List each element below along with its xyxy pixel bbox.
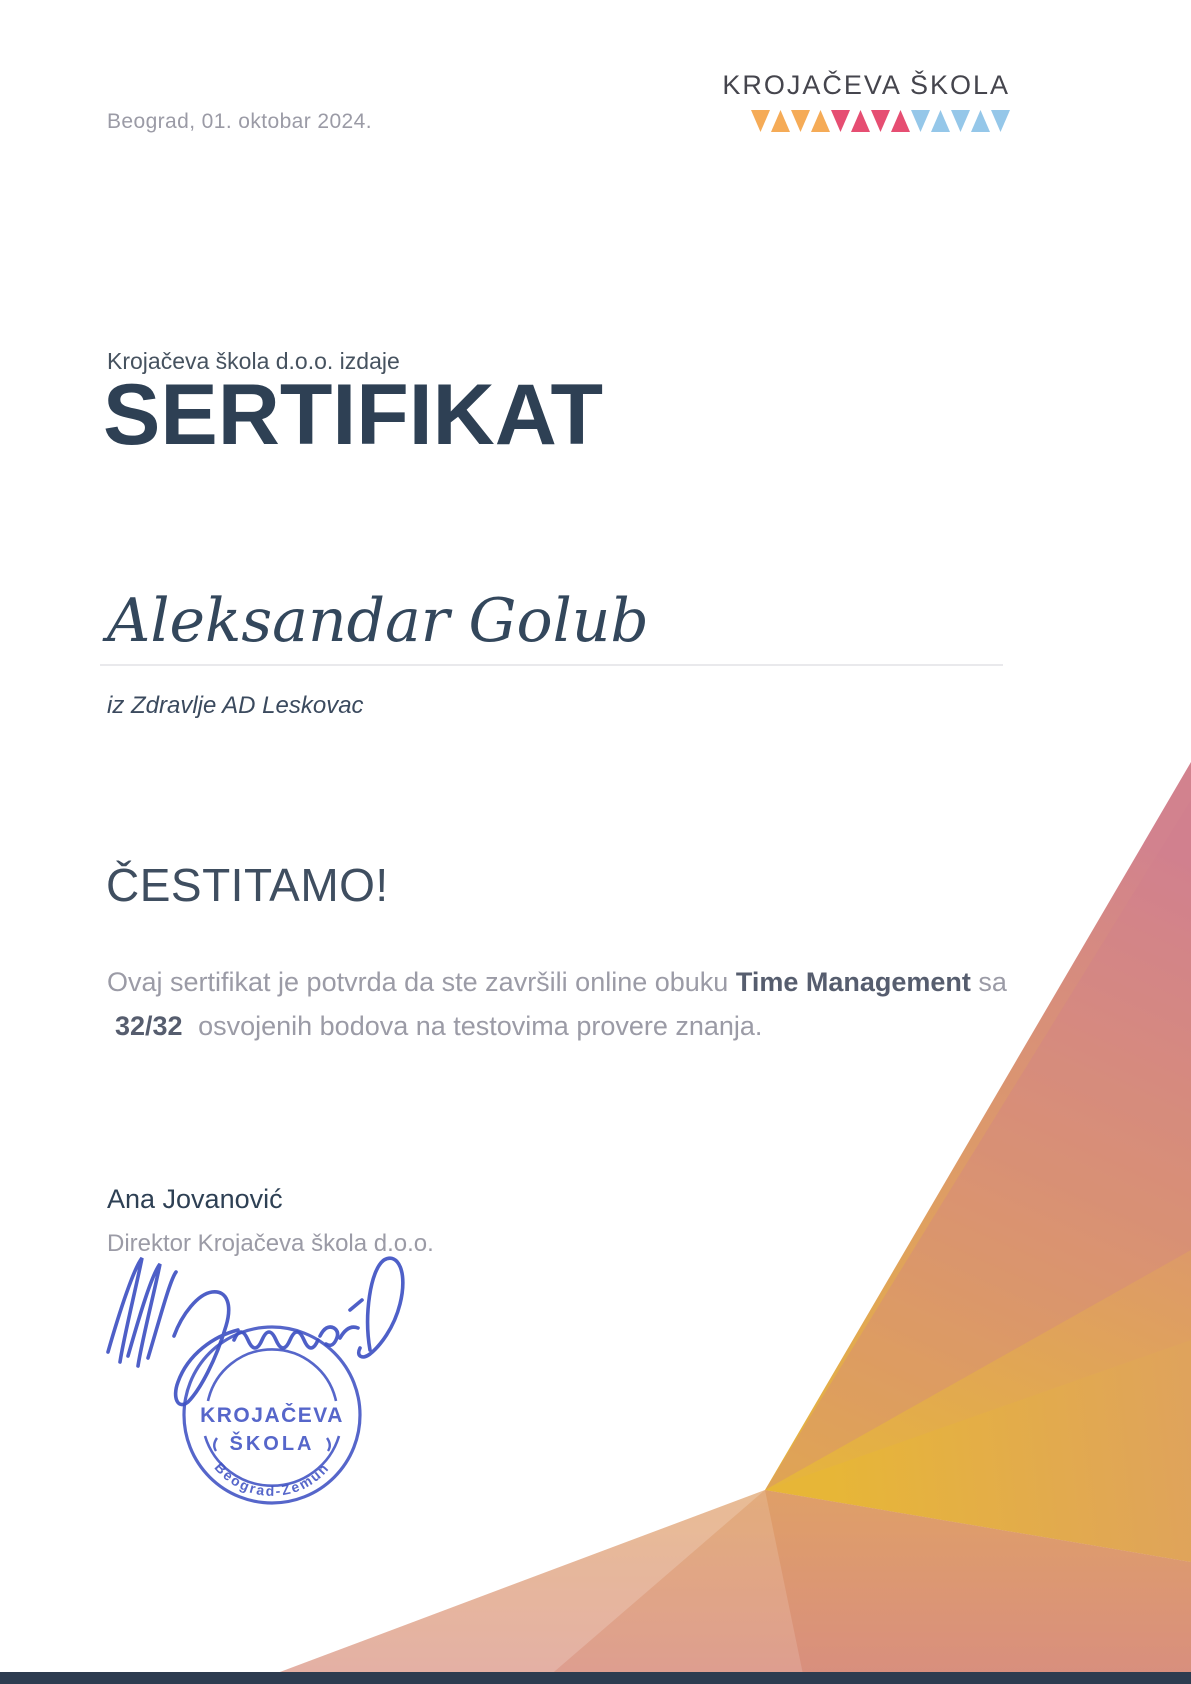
stamp-bottom-text: Beograd-Zemun (211, 1459, 333, 1499)
stamp-line1: KROJAČEVA (200, 1404, 344, 1427)
logo-triangle-up-icon (891, 110, 910, 132)
logo-triangle-up-icon (851, 110, 870, 132)
logo-triangle-down-icon (791, 110, 810, 132)
school-logo (722, 70, 1010, 132)
stamp-right-tick (327, 1438, 330, 1451)
stamp-line2: ŠKOLA (229, 1433, 315, 1455)
logo-triangle-down-icon (751, 110, 770, 132)
recipient-affiliation: iz Zdravlje AD Leskovac (107, 692, 364, 719)
body-prefix: Ovaj sertifikat je potvrda da ste završili online obuku (107, 967, 736, 997)
date-location: Beograd, 01. oktobar 2024. (107, 110, 372, 133)
logo-triangle-up-icon (771, 110, 790, 132)
signer-name: Ana Jovanović (107, 1184, 283, 1214)
congrats-heading: ČESTITAMO! (106, 859, 389, 911)
body-middle: sa (970, 967, 1007, 997)
issuer-line: Krojačeva škola d.o.o. izdaje (107, 348, 400, 374)
logo-triangle-down-icon (871, 110, 890, 132)
course-name: Time Management (735, 967, 971, 997)
logo-triangle-down-icon (831, 110, 850, 132)
logo-triangle-down-icon (951, 110, 970, 132)
signer-title: Direktor Krojačeva škola d.o.o. (107, 1230, 434, 1257)
logo-triangle-down-icon (911, 110, 930, 132)
signature-ink (88, 1238, 468, 1413)
bottom-accent-bar (0, 1672, 1191, 1684)
certificate-body (107, 961, 1022, 1048)
school-logo-text: KROJAČEVA ŠKOLA (722, 70, 1010, 100)
name-underline (100, 664, 1003, 666)
certificate-title: SERTIFIKAT (103, 367, 604, 463)
logo-triangles (722, 110, 1010, 132)
body-suffix: osvojenih bodova na testovima provere znanja. (190, 1010, 763, 1041)
stamp-left-tick (214, 1438, 217, 1451)
logo-triangle-down-icon (991, 110, 1010, 132)
logo-triangle-up-icon (931, 110, 950, 132)
logo-triangle-up-icon (811, 110, 830, 132)
recipient-name: Aleksandar Golub (107, 586, 649, 656)
logo-triangle-up-icon (971, 110, 990, 132)
score-value: 32/32 (115, 1010, 183, 1041)
